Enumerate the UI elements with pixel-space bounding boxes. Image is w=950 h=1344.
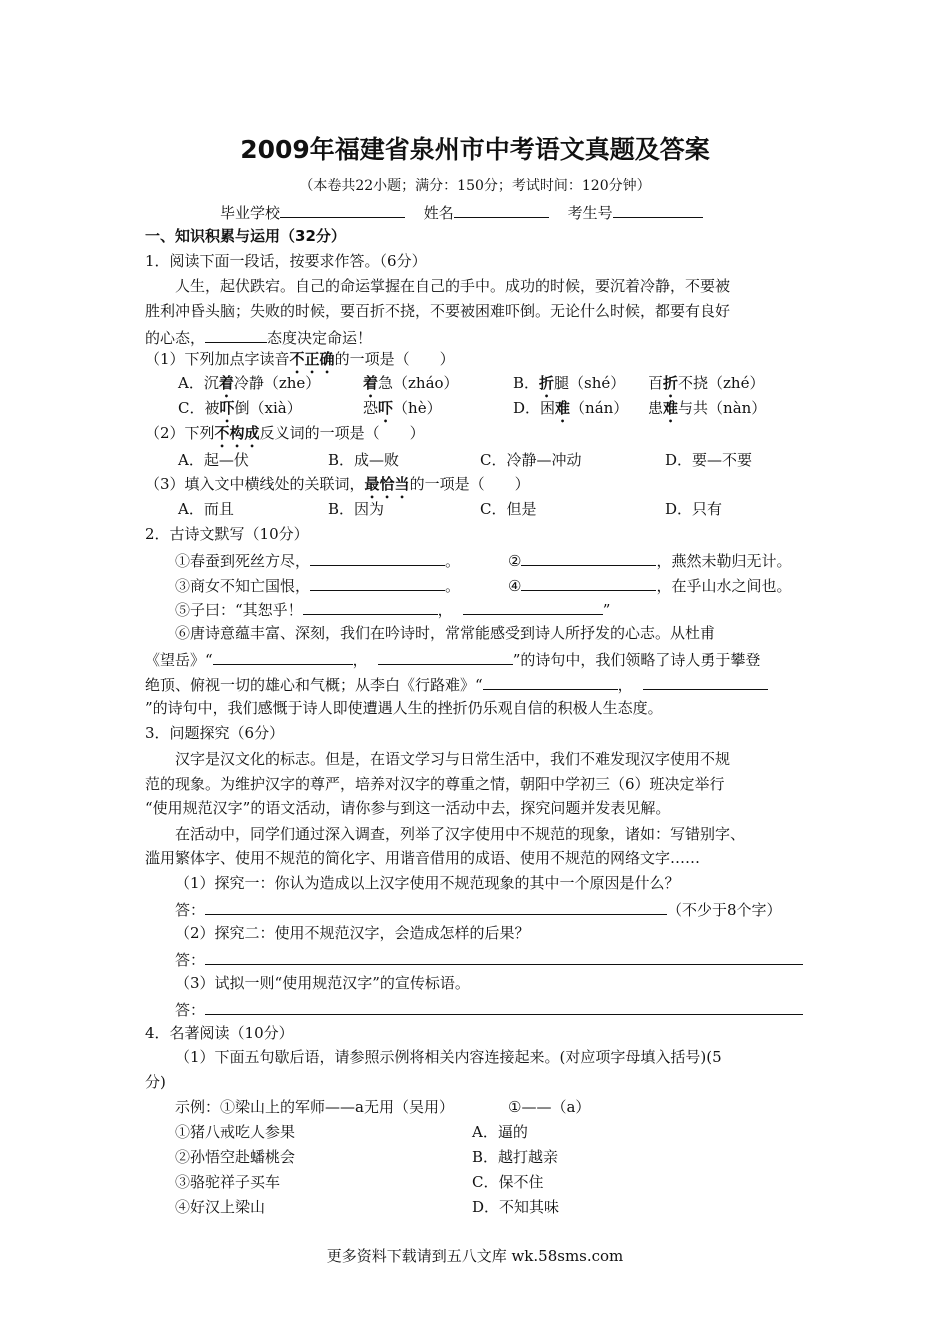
q1-paragraph: 胜利冲昏头脑；失败的时候，要百折不挠，不要被困难吓倒。无论什么时候，都要有良好: [145, 302, 731, 320]
text: 。: [445, 552, 461, 570]
q4-sub1: （1）下面五句歇后语，请参照示例将相关内容连接起来。(对应项字母填入括号)(5: [175, 1048, 722, 1066]
option: [363, 398, 442, 426]
answer-blank: [378, 648, 513, 665]
school-blank: [280, 201, 405, 218]
text: 答：: [175, 1001, 206, 1019]
emphasis-text: 折: [663, 374, 679, 392]
option: [513, 373, 625, 401]
text: 的一项是（ ）: [334, 350, 455, 368]
emphasis-text: 难: [663, 399, 679, 417]
q3-sub1: （1）探究一：你认为造成以上汉字使用不规范现象的其中一个原因是什么？: [175, 874, 680, 892]
emphasis-text: 吓: [219, 399, 235, 417]
q1-paragraph: 人生，起伏跌宕。自己的命运掌握在自己的手中。成功的时候，要沉着冷静，不要被: [175, 277, 731, 295]
emphasis-text: 吓: [378, 399, 394, 417]
q3-answer-line: [175, 998, 803, 1018]
text: ”的诗句中，我们领略了诗人勇于攀登: [512, 651, 761, 669]
text: 冷静（zhe）: [233, 374, 321, 392]
option: [363, 373, 459, 401]
text: 百: [648, 374, 664, 392]
q3-sub2: （2）探究二：使用不规范汉字，会造成怎样的后果？: [175, 924, 530, 942]
answer-blank: [483, 673, 618, 690]
q4-right-item: D．不知其味: [472, 1198, 560, 1216]
q2-line: [0, 574, 950, 594]
answer-input[interactable]: [205, 998, 803, 1015]
q4-example-answer: ①——（a）: [508, 1098, 591, 1116]
text: 反义词的一项是（ ）: [259, 424, 425, 442]
emphasis-text: 不构成: [214, 424, 260, 442]
q1-sub3: [145, 474, 530, 494]
q1-sub2-options: [0, 450, 950, 470]
text: B．: [513, 374, 540, 392]
text: [175, 549, 460, 571]
option: D．要—不要: [665, 451, 753, 469]
text: 急（zháo）: [378, 374, 459, 392]
page-footer: 更多资料下载请到五八文库 wk.58sms.com: [326, 1247, 624, 1265]
q2-line: [145, 673, 768, 693]
q3-paragraph: “使用规范汉字”的语文活动，请你参与到这一活动中去，探究问题并发表见解。: [145, 799, 671, 817]
text: 与共（nàn）: [678, 399, 767, 417]
q4-left-item: ④好汉上梁山: [175, 1198, 266, 1216]
text: 倒（xià）: [234, 399, 302, 417]
id-blank: [613, 201, 703, 218]
answer-blank: [463, 598, 603, 615]
q3-answer-line: [175, 898, 782, 918]
q2-line: ⑥唐诗意蕴丰富、深刻，我们在吟诗时，常常能感受到诗人所抒发的心志。从杜甫: [175, 624, 716, 642]
option: [513, 398, 628, 426]
text: 腿（shé）: [554, 374, 626, 392]
text: ②: [508, 552, 522, 570]
option: [648, 398, 766, 426]
text: ④: [508, 577, 522, 595]
text: （不少于8个字）: [667, 901, 782, 919]
text: 患: [648, 399, 664, 417]
q3-heading: 3．问题探究（6分）: [145, 724, 285, 742]
school-label: 毕业学校: [220, 204, 281, 222]
answer-blank: [213, 648, 353, 665]
text: 绝顶、俯视一切的雄心和气概；从李白《行路难》“: [145, 676, 483, 694]
emphasis-text: 最恰当: [364, 475, 410, 493]
q1-sub3-options: [0, 499, 950, 519]
q1-paragraph: [145, 326, 372, 346]
text: （hè）: [393, 399, 442, 417]
student-info-row: [220, 201, 703, 221]
q4-example: 示例：①梁山上的军师——a无用（吴用）: [175, 1098, 454, 1116]
q1-sub1-options-row2: [0, 398, 950, 418]
answer-blank: [205, 326, 267, 343]
option: [178, 398, 302, 426]
q3-paragraph: 汉字是汉文化的标志。但是，在语文学习与日常生活中，我们不难发现汉字使用不规: [175, 750, 731, 768]
option: [648, 373, 764, 401]
q4-left-item: ③骆驼祥子买车: [175, 1173, 281, 1191]
text: ③商女不知亡国恨，: [175, 577, 311, 595]
emphasis-text: 难: [555, 399, 571, 417]
text: （3）填入文中横线处的关联词，: [145, 475, 365, 493]
text: （2）下列: [145, 424, 215, 442]
q4-right-item: B．越打越亲: [472, 1148, 559, 1166]
name-blank: [454, 201, 549, 218]
q4-sub1-cont: 分): [145, 1073, 166, 1091]
q2-line: [175, 598, 610, 618]
option: C．冷静—冲动: [480, 451, 582, 469]
answer-blank: [310, 574, 445, 591]
option: B．因为: [328, 500, 385, 518]
q3-answer-line: [175, 948, 803, 968]
exam-info: （本卷共22小题；满分：150分；考试时间：120分钟）: [299, 178, 651, 194]
answer-blank: [310, 549, 445, 566]
text: [508, 574, 791, 596]
option: A．而且: [178, 500, 234, 518]
answer-blank: [521, 549, 656, 566]
text: ，燕然未勒归无计。: [656, 552, 792, 570]
option: B．成—败: [328, 451, 400, 469]
id-label: 考生号: [567, 204, 613, 222]
text: ⑤子曰：“其恕乎！: [175, 601, 303, 619]
text: 的心态，: [145, 329, 206, 347]
text: A．沉: [178, 374, 219, 392]
q4-right-item: C．保不住: [472, 1173, 544, 1191]
emphasis: 不正确: [289, 350, 335, 368]
q1-sub1-options-row1: [0, 373, 950, 393]
text: 不挠（zhé）: [678, 374, 765, 392]
q1-heading: 1．阅读下面一段话，按要求作答。（6分）: [145, 252, 427, 270]
text: ，: [617, 676, 633, 694]
text: C．被: [178, 399, 220, 417]
text: 答：: [175, 901, 206, 919]
text: （1）下列加点字读音: [145, 350, 290, 368]
page-title: 2009年福建省泉州市中考语文真题及答案: [240, 135, 710, 164]
text: 恐: [363, 399, 379, 417]
text: ，在乎山水之间也。: [656, 577, 792, 595]
q4-left-item: ①猪八戒吃人参果: [175, 1123, 296, 1141]
q1-sub1: [145, 349, 455, 369]
q3-paragraph: 在活动中，同学们通过深入调查，列举了汉字使用中不规范的现象，诸如：写错别字、: [175, 825, 746, 843]
text: D．困: [513, 399, 556, 417]
q1-sub2: [145, 423, 425, 443]
q3-paragraph: 范的现象。为维护汉字的尊严，培养对汉字的尊重之情，朝阳中学初三（6）班决定举行: [145, 775, 725, 793]
text: 答：: [175, 951, 206, 969]
name-label: 姓名: [423, 204, 454, 222]
q4-left-item: ②孙悟空赴蟠桃会: [175, 1148, 296, 1166]
text: 。: [445, 577, 461, 595]
section-heading: 一、知识积累与运用（32分）: [145, 227, 346, 245]
option: A．起—伏: [178, 451, 249, 469]
q2-line: [145, 648, 760, 668]
text: （nán）: [570, 399, 629, 417]
option: D．只有: [665, 500, 723, 518]
text: ”: [602, 601, 611, 619]
q4-heading: 4．名著阅读（10分）: [145, 1024, 294, 1042]
option: [178, 373, 320, 401]
emphasis-text: 折: [539, 374, 555, 392]
emphasis-text: 着: [218, 374, 234, 392]
answer-blank: [521, 574, 656, 591]
emphasis-text: 着: [363, 374, 379, 392]
text: ①春蚕到死丝方尽，: [175, 552, 311, 570]
text: [175, 574, 460, 596]
text: ，: [437, 601, 453, 619]
text: 《望岳》“: [145, 651, 213, 669]
answer-input[interactable]: [205, 898, 667, 915]
answer-blank: [643, 673, 768, 690]
q2-heading: 2．古诗文默写（10分）: [145, 525, 309, 543]
text: [508, 549, 791, 571]
option: C．但是: [480, 500, 537, 518]
q4-right-item: A．逼的: [472, 1123, 528, 1141]
text: 的一项是（ ）: [409, 475, 530, 493]
q3-sub3: （3）试拟一则“使用规范汉字”的宣传标语。: [175, 974, 470, 992]
answer-input[interactable]: [205, 948, 803, 965]
text: ，: [352, 651, 368, 669]
answer-blank: [303, 598, 438, 615]
q2-line: ”的诗句中，我们感慨于诗人即使遭遇人生的挫折仍乐观自信的积极人生态度。: [145, 699, 663, 717]
q2-line: [0, 549, 950, 569]
q3-paragraph: 滥用繁体字、使用不规范的简化字、用谐音借用的成语、使用不规范的网络文字……: [145, 849, 701, 867]
text: 态度决定命运！: [267, 329, 373, 347]
